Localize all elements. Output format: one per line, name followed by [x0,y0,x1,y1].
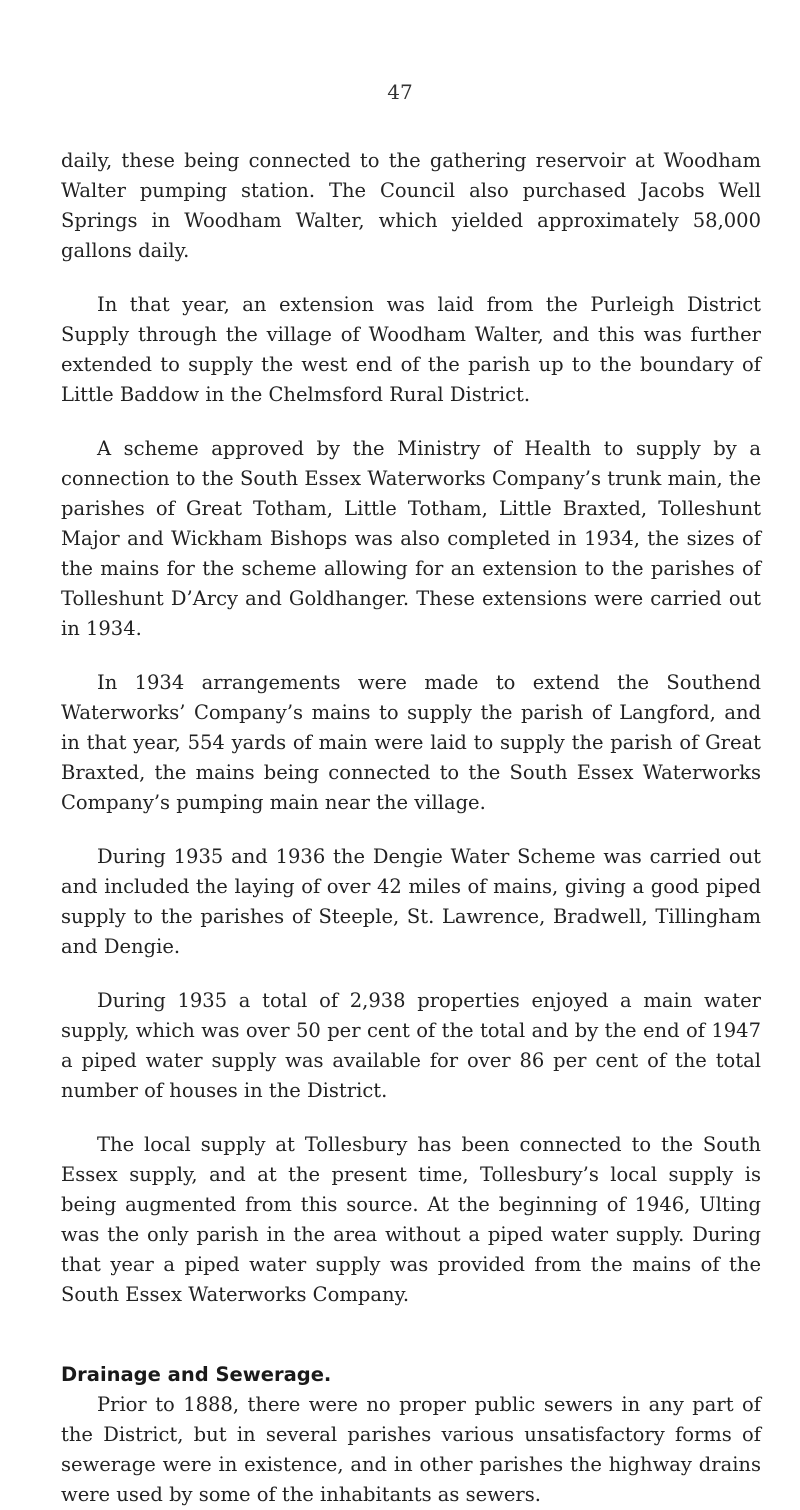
section-heading-drainage: Drainage and Sewerage. [61,1363,332,1386]
paragraph-southend-mains: In 1934 arrangements were made to extend the Southend Waterworks’ Company’s mains to supply the parish of Langford, and in that year, 554 yards of main were laid to supply the parish of Great Braxted, the mains being connected to the South Essex Waterworks Company’s pumping main near the village. [61,671,761,814]
paragraph-ministry-scheme: A scheme approved by the Ministry of Health to supply by a connection to the South Essex Waterworks Company’s trunk main, the parishes of Great Totham, Little Totham, Little Braxted, Tolleshunt Major and Wickham Bishops was also completed in 1934, the sizes of the mains for the scheme allowing for an extension to the parishes of Tolleshunt D’Arcy and Goldhanger. These extensions were carried out in 1934. [61,437,761,640]
paragraph-tollesbury-supply: The local supply at Tollesbury has been connected to the South Essex supply, and at the present time, Tollesbury’s local supply is being augmented from this source. At the beginning of 1946, Ulting was the only parish in the area without a piped water supply. During that year a piped water supply was provided from the mains of the South Essex Waterworks Company. [61,1133,761,1306]
paragraph-drainage-history: Prior to 1888, there were no proper public sewers in any part of the District, but in several parishes various unsatisfactory forms of sewerage were in existence, and in other parishes the highway drains were used by some of the inhabitants as sewers. [61,1393,761,1506]
paragraph-continuation: daily, these being connected to the gathering reservoir at Woodham Walter pumping station. The Council also purchased Jacobs Well Springs in Woodham Walter, which yielded approximately 58,000 gallons daily. [61,149,761,262]
paragraph-purleigh-extension: In that year, an extension was laid from the Purleigh District Supply through the village of Woodham Walter, and this was further extended to supply the west end of the parish up to the boundary of Little Baddow in the Chelmsford Rural District. [61,293,761,406]
paragraph-supply-statistics: During 1935 a total of 2,938 properties enjoyed a main water supply, which was over 50 per cent of the total and by the end of 1947 a piped water supply was available for over 86 per cent of the total number of houses in the District. [61,989,761,1102]
page-number: 47 [387,80,413,104]
page-body [61,146,761,1510]
paragraph-dengie-scheme: During 1935 and 1936 the Dengie Water Scheme was carried out and included the laying of over 42 miles of mains, giving a good piped supply to the parishes of Steeple, St. Lawrence, Bradwell, Tillingham and Dengie. [61,845,761,958]
